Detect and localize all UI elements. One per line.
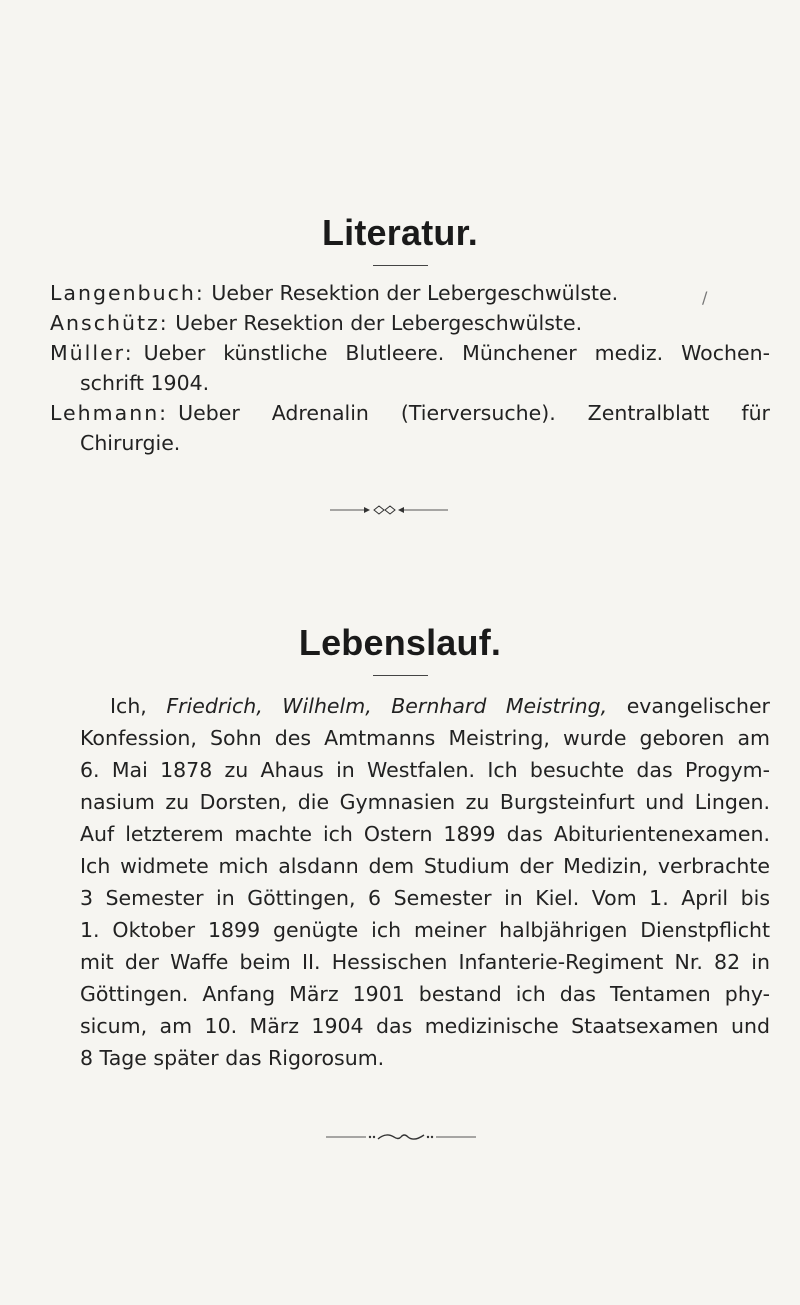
literatur-heading: Literatur.: [321, 212, 479, 253]
lebenslauf-heading: Lebenslauf.: [298, 622, 502, 663]
entry-text: Ueber Resektion der Lebergeschwülste.: [175, 311, 583, 335]
entry-text: Ueber Resektion der Lebergeschwülste.: [211, 281, 619, 305]
paragraph-line-first: Ich, Friedrich, Wilhelm, Bernhard Meistring, evangelischer: [110, 694, 770, 718]
paragraph-line: Ich widmete mich alsdann dem Studium der Medizin, verbrachte: [80, 854, 770, 878]
entry-author: Anschütz:: [50, 311, 169, 335]
literatur-entry-lehmann-cont: Chirurgie.: [80, 431, 181, 455]
literatur-entry-mueller-cont: schrift 1904.: [80, 371, 210, 395]
lebenslauf-paragraph: [80, 690, 770, 1074]
paragraph-line: Auf letzterem machte ich Ostern 1899 das Abiturientenexamen.: [80, 822, 770, 846]
paragraph-line: 6. Mai 1878 zu Ahaus in Westfalen. Ich besuchte das Progym-: [80, 758, 770, 782]
paragraph-line: Göttingen. Anfang März 1901 bestand ich das Tentamen phy-: [80, 982, 770, 1006]
entry-author: Müller:: [50, 341, 134, 365]
paragraph-line: sicum, am 10. März 1904 das medizinische Staatsexamen und: [80, 1014, 770, 1038]
literatur-entry-mueller: [50, 338, 770, 368]
ornament-divider-icon: [330, 504, 470, 516]
lebenslauf-rule: [373, 675, 428, 676]
paragraph-line: Konfession, Sohn des Amtmanns Meistring, wurde geboren am: [80, 726, 770, 750]
paragraph-line: 1. Oktober 1899 genügte ich meiner halbjährigen Dienstpflicht: [80, 918, 770, 942]
name-given-3: Bernhard: [391, 694, 487, 718]
paragraph-line-last: 8 Tage später das Rigorosum.: [80, 1046, 385, 1070]
literatur-entry-lehmann: [50, 398, 770, 428]
pencil-mark-icon: /: [702, 288, 708, 307]
paragraph-line: mit der Waffe beim II. Hessischen Infanterie-Regiment Nr. 82 in: [80, 950, 770, 974]
entry-author: Langenbuch:: [50, 281, 205, 305]
paragraph-line: nasium zu Dorsten, die Gymnasien zu Burgsteinfurt und Lingen.: [80, 790, 770, 814]
entry-text: Ueber Adrenalin (Tierversuche). Zentralblatt für: [178, 401, 770, 425]
ornament-flourish-icon: [326, 1131, 476, 1143]
entry-author: Lehmann:: [50, 401, 169, 425]
entry-text: Ueber künstliche Blutleere. Münchener mediz. Wochen-: [143, 341, 770, 365]
name-given-2: Wilhelm,: [282, 694, 372, 718]
literatur-rule: [373, 265, 428, 266]
literatur-entry-anschuetz: [50, 308, 582, 338]
name-surname: Meistring,: [505, 694, 608, 718]
name-given-1: Friedrich,: [166, 694, 263, 718]
literatur-entry-langenbuch: [50, 278, 618, 308]
paragraph-line: 3 Semester in Göttingen, 6 Semester in Kiel. Vom 1. April bis: [80, 886, 770, 910]
